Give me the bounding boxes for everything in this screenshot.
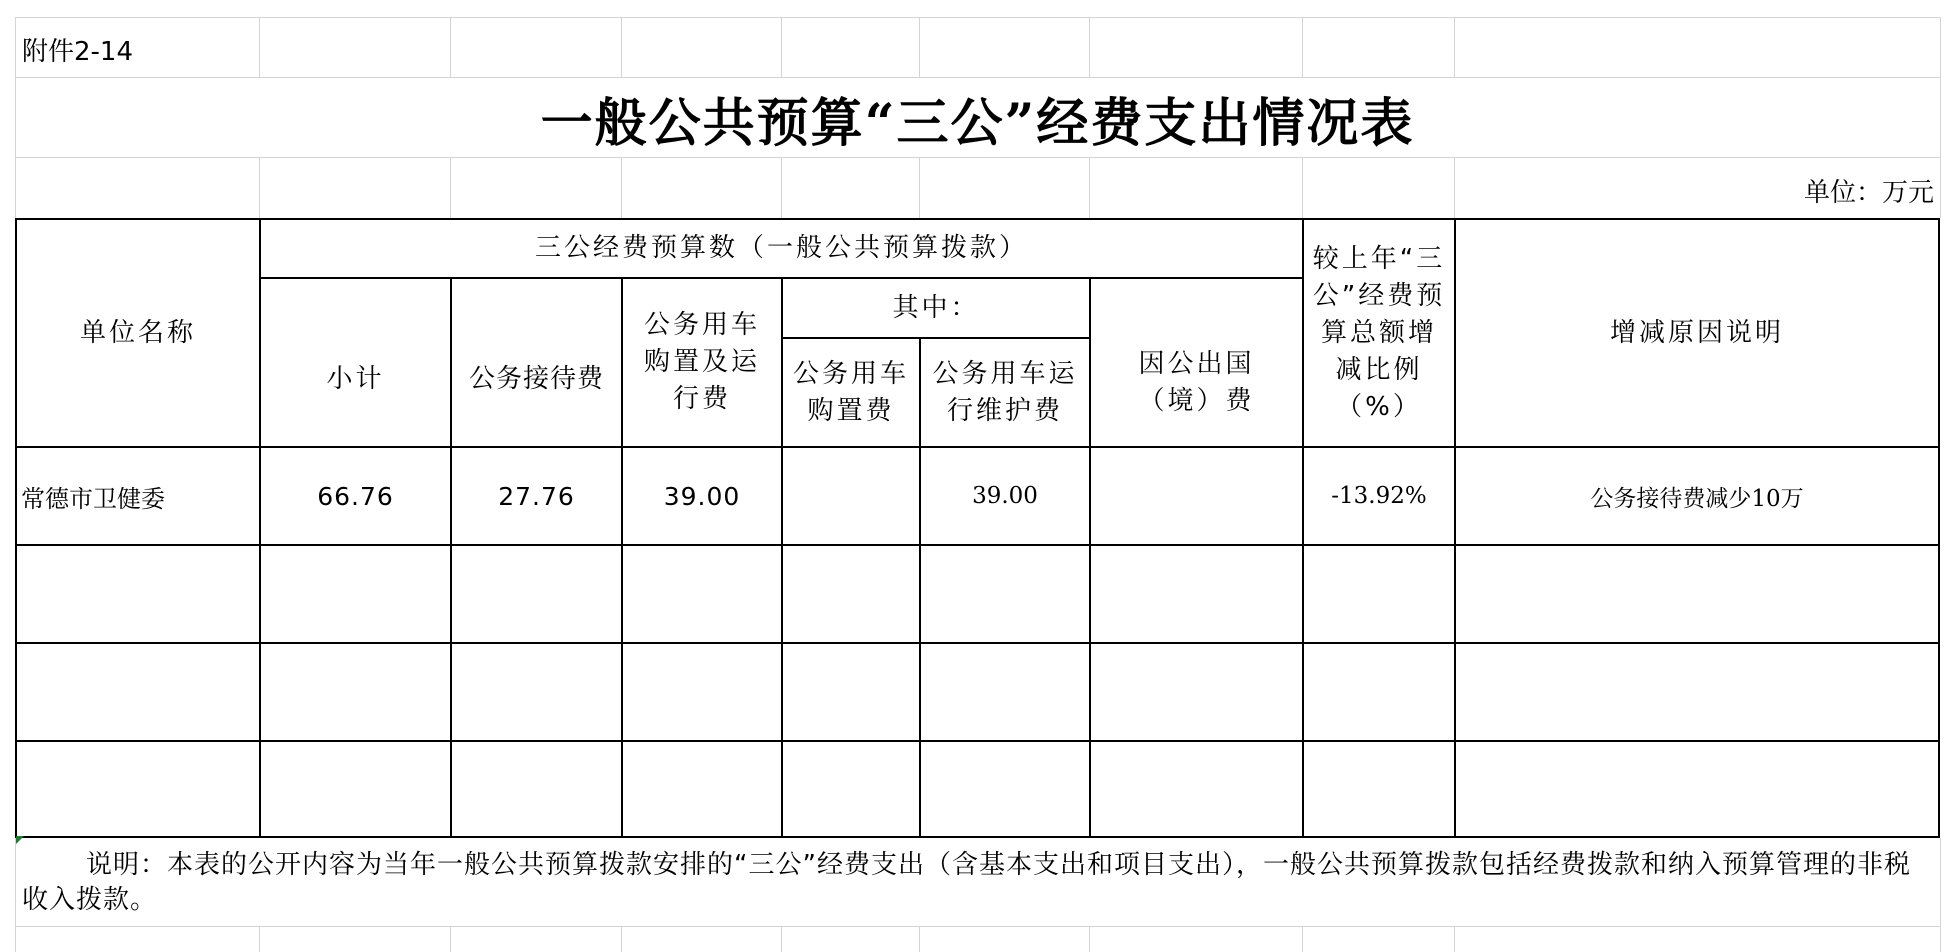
header-of-which: 其中：	[892, 292, 980, 323]
attachment-label: 附件2-14	[22, 36, 134, 67]
cell-change-ratio: -13.92%	[1331, 483, 1427, 509]
unit-label: 单位：万元	[1803, 177, 1934, 208]
header-budget-group: 三公经费预算数（一般公共预算拨款）	[534, 233, 1028, 263]
header-unit-name: 单位名称	[79, 317, 196, 348]
cell-reason: 公务接待费减少10万	[1590, 485, 1804, 512]
header-change-ratio: 较上年“三公”经费预算总额增减比例（%）	[1312, 243, 1446, 422]
header-overseas: 因公出国（境）费	[1138, 348, 1255, 416]
expense-table	[15, 218, 1940, 838]
cell-marker	[16, 836, 24, 844]
header-reception: 公务接待费	[468, 364, 604, 394]
cell-vehicle-total: 39.00	[663, 481, 741, 511]
header-vehicle-total: 公务用车购置及运行费	[643, 310, 760, 414]
header-subtotal: 小计	[326, 364, 385, 394]
header-reason: 增减原因说明	[1609, 317, 1784, 348]
cell-overseas	[1091, 448, 1302, 544]
cell-unit-name: 常德市卫健委	[21, 484, 165, 513]
cell-vehicle-operation: 39.00	[972, 483, 1038, 509]
page-title: 一般公共预算“三公”经费支出情况表	[540, 92, 1415, 154]
cell-vehicle-purchase	[783, 448, 919, 544]
header-vehicle-operation: 公务用车运行维护费	[932, 358, 1078, 426]
footnote: 说明：本表的公开内容为当年一般公共预算拨款安排的“三公”经费支出（含基本支出和项目支出），一般公共预算拨款包括经费拨款和纳入预算管理的非税收入拨款。	[22, 850, 1911, 915]
cell-subtotal: 66.76	[317, 481, 394, 511]
cell-reception: 27.76	[498, 481, 575, 511]
header-vehicle-purchase: 公务用车购置费	[792, 358, 909, 426]
